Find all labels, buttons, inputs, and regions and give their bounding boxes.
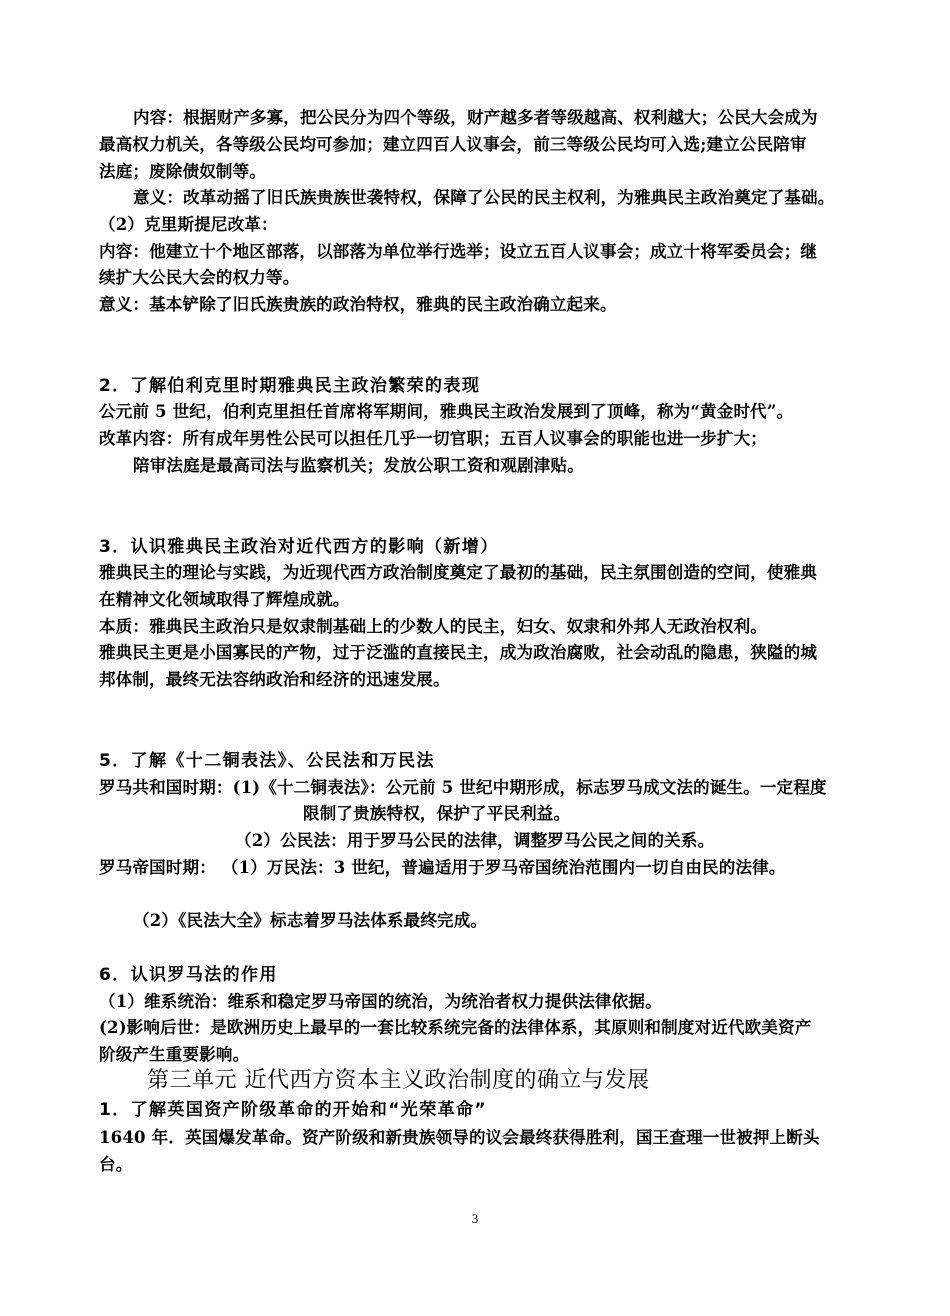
text-line: （1）维系统治：维系和稳定罗马帝国的统治，为统治者权力提供法律依据。 xyxy=(99,992,662,1011)
section-heading: 5．了解《十二铜表法》、公民法和万民法 xyxy=(99,751,435,771)
text-line: （2）克里斯提尼改革： xyxy=(99,215,278,234)
section-heading: 3．认识雅典民主政治对近代西方的影响（新增） xyxy=(99,537,499,557)
text-line: 邦体制，最终无法容纳政治和经济的迅速发展。 xyxy=(99,670,450,689)
page-number: 3 xyxy=(471,1211,479,1226)
text-line: 台。 xyxy=(99,1155,133,1174)
text-line: 在精神文化领域取得了辉煌成就。 xyxy=(99,590,350,609)
text-line: 改革内容：所有成年男性公民可以担任几乎一切官职；五百人议事会的职能也进一步扩大； xyxy=(99,429,767,448)
text-line: 雅典民主更是小国寡民的产物，过于泛滥的直接民主，成为政治腐败，社会动乱的隐患，狭隘的城 xyxy=(99,643,818,662)
text-line: 意义：基本铲除了旧氏族贵族的政治特权，雅典的民主政治确立起来。 xyxy=(99,295,617,314)
text-line: 罗马帝国时期： （1）万民法：3 世纪，普遍适用于罗马帝国统治范围内一切自由民的法律。 xyxy=(99,858,786,877)
text-line: 罗马共和国时期：(1)《十二铜表法》：公元前 5 世纪中期形成，标志罗马成文法的诞生。一定程度 xyxy=(99,778,827,797)
text-line: 法庭；废除债奴制等。 xyxy=(99,162,266,181)
text-line: 续扩大公民大会的权力等。 xyxy=(99,268,300,287)
text-line: 限制了贵族特权，保护了平民利益。 xyxy=(303,804,571,823)
text-line: 雅典民主的理论与实践，为近现代西方政治制度奠定了最初的基础，民主氛围创造的空间，使雅典 xyxy=(99,563,818,582)
text-line: （2）公民法：用于罗马公民的法律，调整罗马公民之间的关系。 xyxy=(235,831,715,850)
text-line: 内容：根据财产多寡，把公民分为四个等级，财产越多者等级越高、权利越大；公民大会成为 xyxy=(133,108,818,127)
section-heading: 6．认识罗马法的作用 xyxy=(99,965,278,985)
unit-title: 第三单元 近代西方资本主义政治制度的确立与发展 xyxy=(147,1068,650,1093)
text-line: 陪审法庭是最高司法与监察机关；发放公职工资和观剧津贴。 xyxy=(133,456,584,475)
text-line: 本质：雅典民主政治只是奴隶制基础上的少数人的民主，妇女、奴隶和外邦人无政治权利。 xyxy=(99,617,767,636)
text-line: (2)影响后世：是欧洲历史上最早的一套比较系统完备的法律体系，其原则和制度对近代欧美资产 xyxy=(99,1018,812,1037)
text-line: 意义：改革动摇了旧氏族贵族世袭特权，保障了公民的民主权利，为雅典民主政治奠定了基础。 xyxy=(133,188,835,207)
text-line: 公元前 5 世纪，伯利克里担任首席将军期间，雅典民主政治发展到了顶峰，称为“黄金时代”。 xyxy=(99,402,794,421)
text-line: 1640 年．英国爆发革命。资产阶级和新贵族领导的议会最终获得胜利，国王查理一世被押上断头 xyxy=(99,1128,820,1147)
text-line: 内容：他建立十个地区部落，以部落为单位举行选举；设立五百人议事会；成立十将军委员会；继 xyxy=(99,242,818,261)
text-line: 最高权力机关，各等级公民均可参加；建立四百人议事会，前三等级公民均可入选;建立公民陪审 xyxy=(99,135,807,154)
text-line: （2）《民法大全》标志着罗马法体系最终完成。 xyxy=(133,911,488,930)
section-heading: 2．了解伯利克里时期雅典民主政治繁荣的表现 xyxy=(99,376,481,396)
section-heading: 1．了解英国资产阶级革命的开始和“光荣革命” xyxy=(99,1100,487,1120)
text-line: 阶级产生重要影响。 xyxy=(99,1045,250,1064)
